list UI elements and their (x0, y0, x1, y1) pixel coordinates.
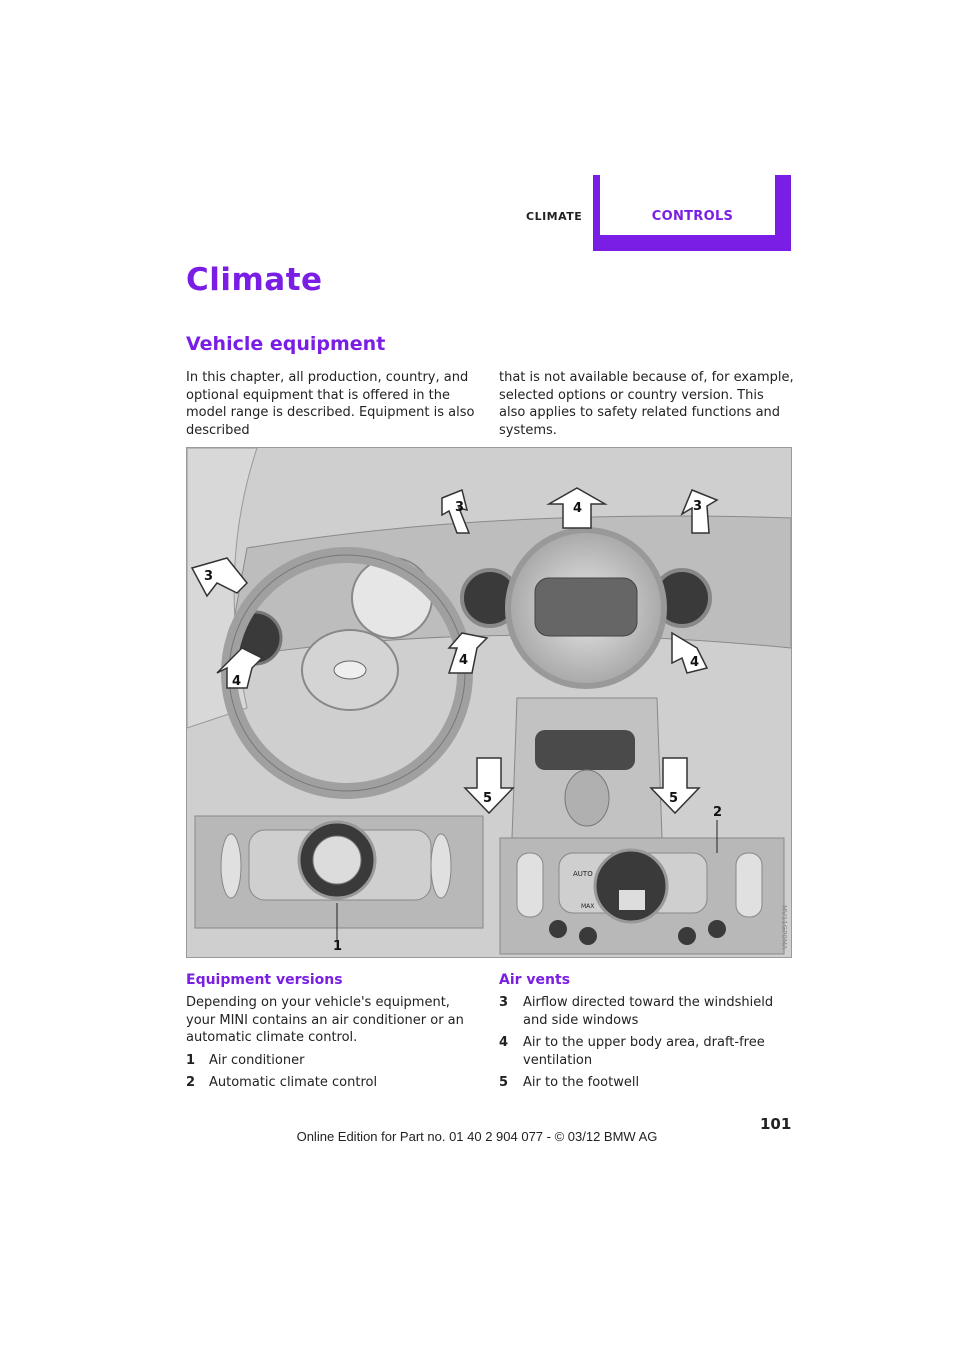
list-item (186, 1074, 478, 1094)
header-tab-inner (600, 175, 775, 235)
callout-3b: 3 (693, 499, 703, 514)
list-item-text: Automatic climate control (209, 1075, 378, 1090)
callout-4d: 4 (690, 655, 700, 670)
list-item-text: Airflow directed toward the windshield and side windows (523, 995, 774, 1028)
page-number: 101 (760, 1115, 792, 1133)
equipment-versions-heading: Equipment versions (186, 972, 343, 988)
header-tab-controls[interactable]: CONTROLS (651, 209, 734, 224)
footer-text: Online Edition for Part no. 01 40 2 904 077 - © 03/12 BMW AG (296, 1129, 658, 1144)
intro-col1: In this chapter, all production, country, and optional equipment that is offered in the model range is described. Equipment is also described (186, 370, 475, 438)
list-item-text: Air to the footwell (523, 1075, 640, 1090)
figure-code: MV11GP0MA (780, 905, 788, 950)
header-section-label: CLIMATE (526, 210, 583, 223)
callout-2: 2 (713, 805, 723, 820)
list-item-text: Air conditioner (209, 1053, 305, 1068)
list-item (499, 1034, 794, 1072)
callout-5b: 5 (669, 791, 679, 806)
dashboard-illustration (187, 448, 791, 957)
list-item-text: Air to the upper body area, draft-free ventilation (523, 1035, 765, 1068)
callout-4b: 4 (232, 674, 242, 689)
equipment-versions-text: Depending on your vehicle's equipment, your MINI contains an air conditioner or an automatic climate control. (186, 995, 464, 1045)
callout-1: 1 (333, 939, 343, 954)
air-vents-heading: Air vents (499, 972, 571, 988)
list-item-number: 2 (186, 1075, 196, 1090)
list-item (499, 1074, 794, 1094)
list-item-number: 5 (499, 1075, 509, 1090)
list-item (186, 1052, 478, 1072)
list-item-number: 3 (499, 995, 509, 1010)
list-item (499, 994, 794, 1032)
panel2-max-label: MAX (581, 903, 595, 910)
dashboard-figure (186, 447, 792, 958)
list-item-number: 1 (186, 1053, 196, 1068)
callout-4a: 4 (573, 501, 583, 516)
panel2-auto-label: AUTO (573, 870, 593, 878)
callout-3c: 3 (204, 569, 214, 584)
section-title: Vehicle equipment (186, 333, 386, 355)
callout-4c: 4 (459, 653, 469, 668)
callout-3a: 3 (455, 500, 465, 515)
list-item-number: 4 (499, 1035, 509, 1050)
page-title: Climate (186, 262, 323, 298)
intro-col2: that is not available because of, for example, selected options or country version. This also applies to safety related functions and systems. (499, 370, 794, 438)
callout-5a: 5 (483, 791, 493, 806)
